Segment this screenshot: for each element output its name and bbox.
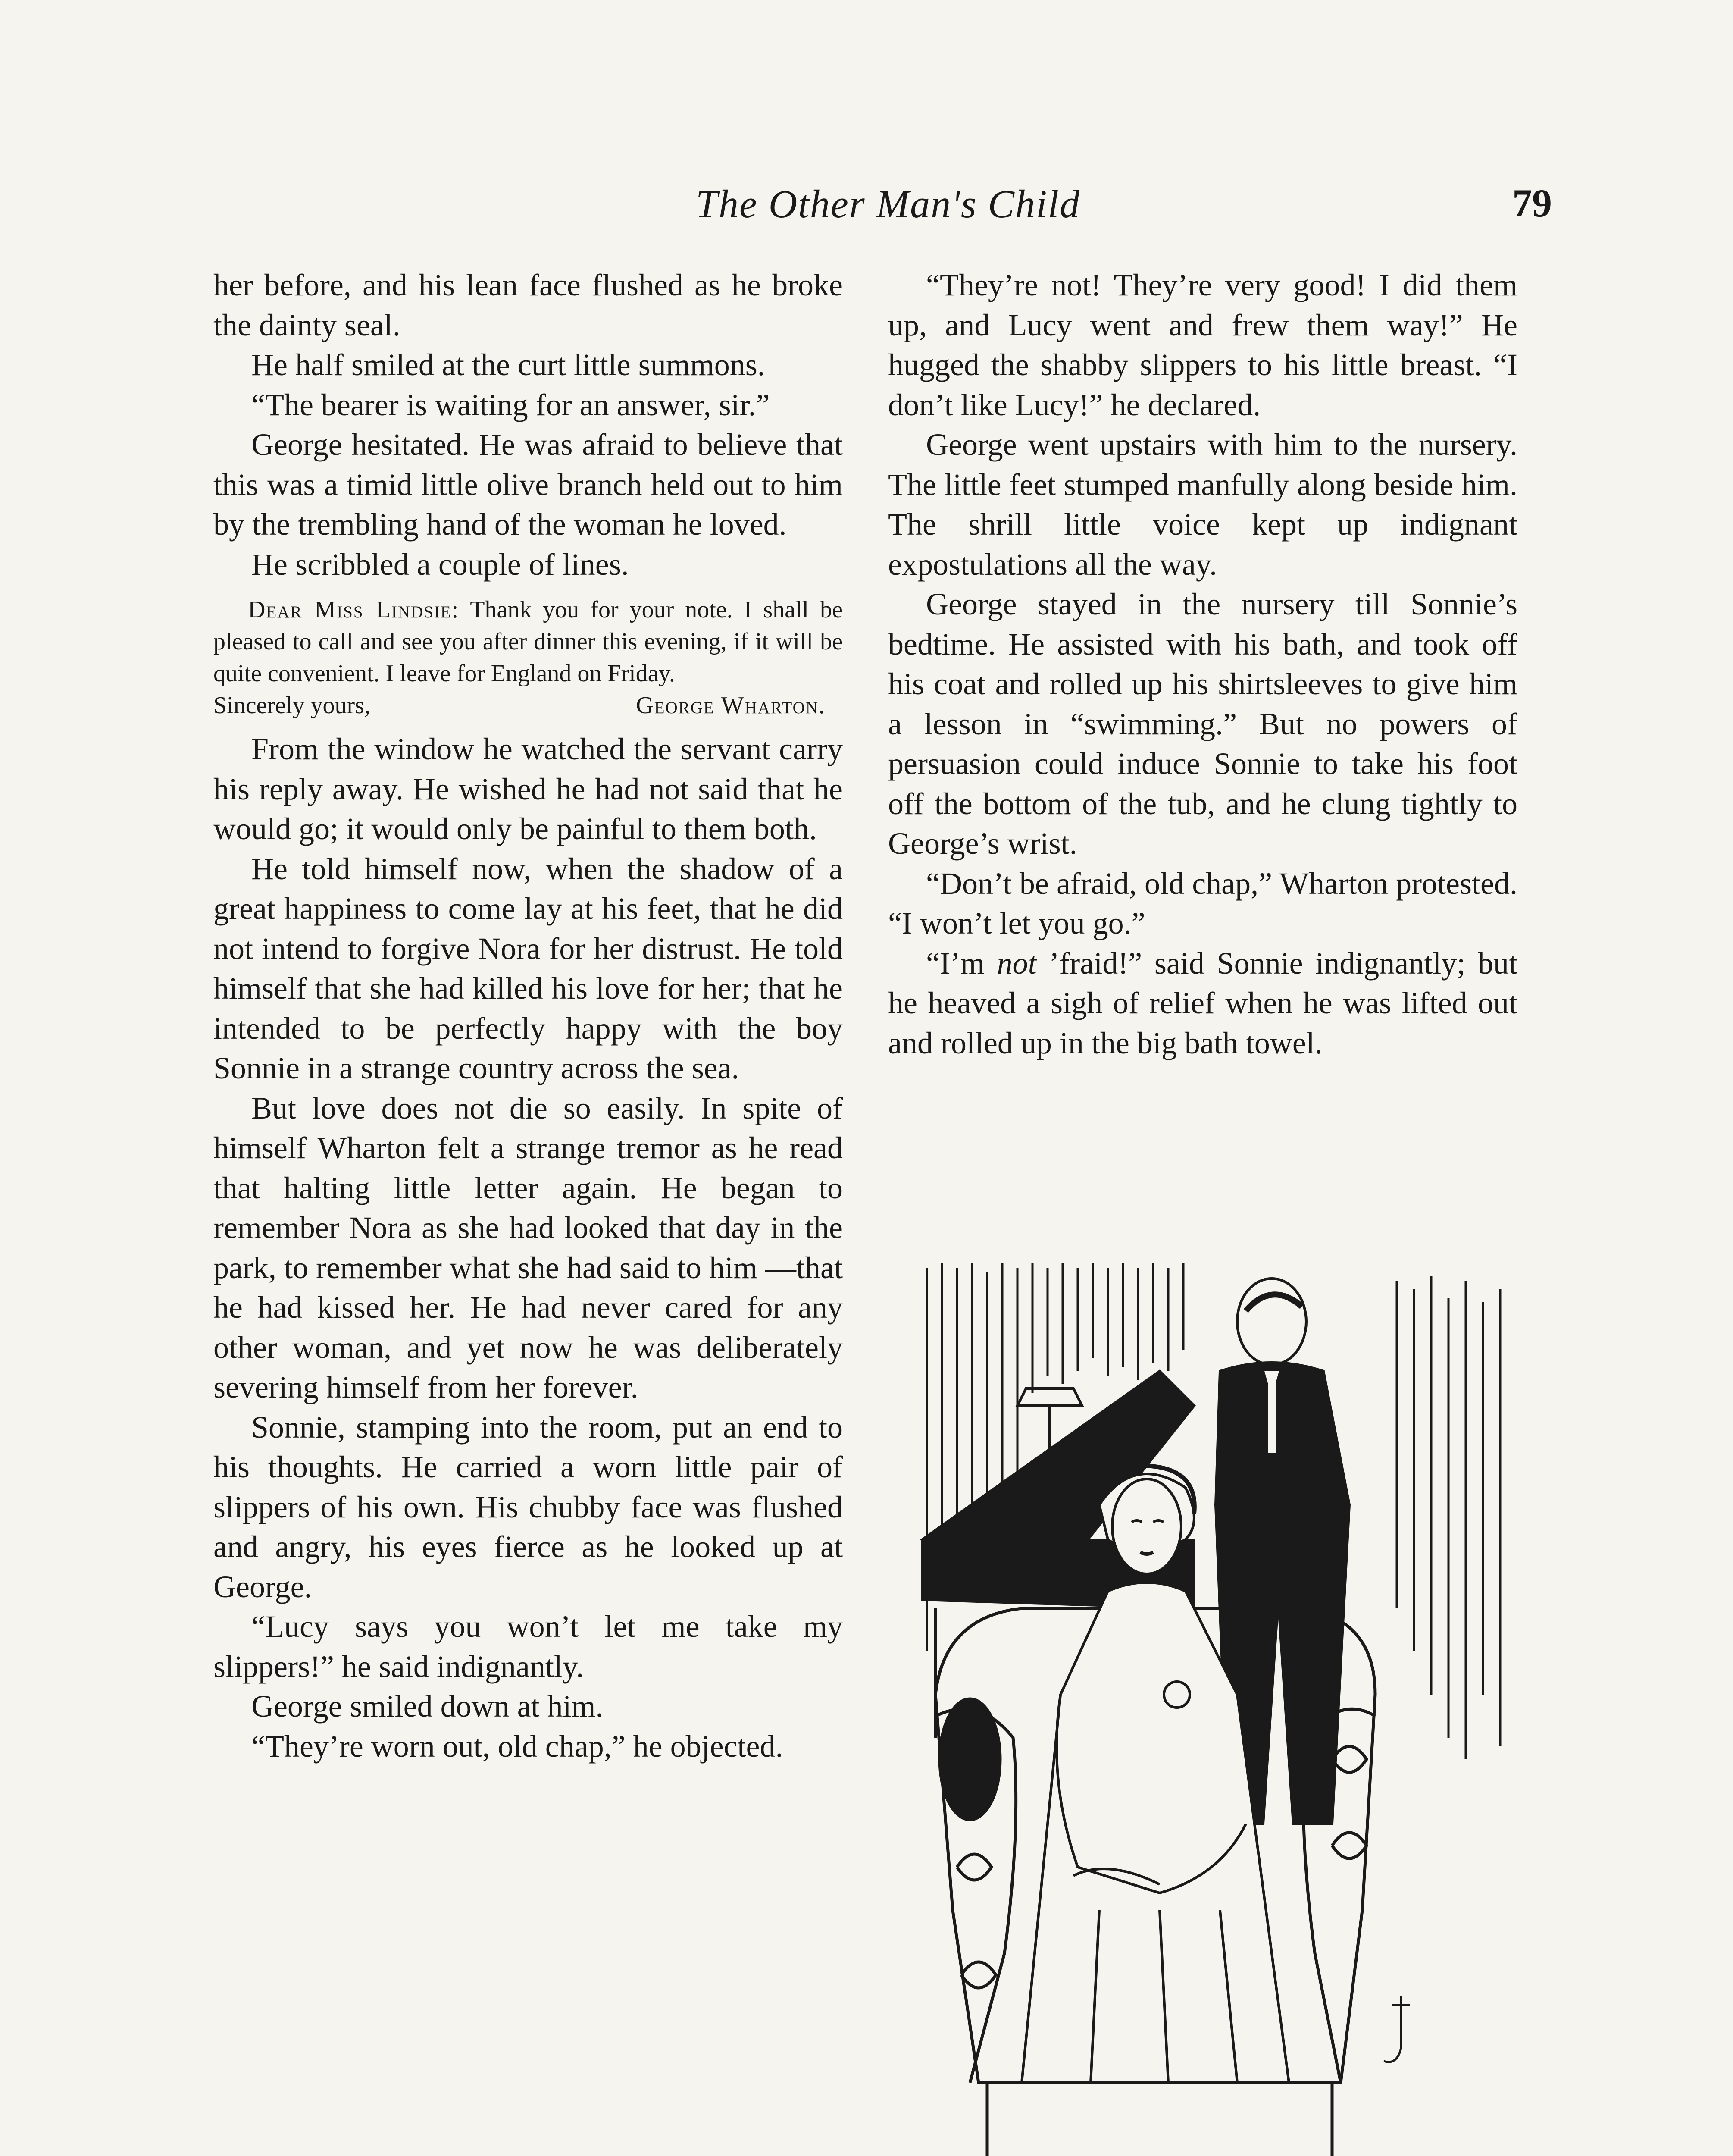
paragraph: “They’re not! They’re very good! I did them up, and Lucy went and frew them way!” He hugged the shabby slippers to his little breast. “I don’t like Lucy!” he declared. bbox=[888, 268, 1517, 422]
artist-signature-mark bbox=[1384, 1996, 1410, 2062]
running-head-title: The Other Man's Child bbox=[695, 182, 1081, 226]
left-column bbox=[213, 265, 843, 1766]
letter-reply bbox=[213, 594, 843, 721]
emphasis: not bbox=[997, 946, 1037, 981]
letter-closing: Sincerely yours, bbox=[213, 692, 370, 719]
paragraph: From the window he watched the servant carry his reply away. He wished he had not said that he would go; it would only be painful to them both. bbox=[213, 732, 843, 846]
letter-body: Thank you for your note. I shall be pleased to call and see you after dinner this evening, if it will be quite convenient. I leave for England on Friday. bbox=[213, 596, 843, 687]
paragraph: “They’re worn out, old chap,” he objected. bbox=[251, 1729, 783, 1764]
paragraph: He told himself now, when the shadow of a great happiness to come lay at his feet, that he did not intend to forgive Nora for her distrust. He told himself that she had killed his love for her; that he intended to be perfectly happy with the boy Sonnie in a strange country across the sea. bbox=[213, 851, 843, 1085]
letter-signature: George Wharton. bbox=[636, 692, 826, 719]
paragraph: George went upstairs with him to the nursery. The little feet stumped manfully along beside him. The shrill little voice kept up indignant expostulations all the way. bbox=[888, 427, 1517, 582]
letter-salutation: Dear Miss Lindsie: bbox=[248, 596, 460, 623]
paragraph: He half smiled at the curt little summons. bbox=[251, 348, 765, 382]
paragraph: “Lucy says you won’t let me take my slippers!” he said indignantly. bbox=[213, 1609, 843, 1684]
paragraph: He scribbled a couple of lines. bbox=[251, 547, 629, 582]
letter-signoff bbox=[213, 689, 843, 721]
right-column bbox=[888, 265, 1517, 1063]
paragraph: But love does not die so easily. In spite of himself Wharton felt a strange tremor as he read that halting little letter again. He began to remember Nora as she had looked that day in the park, to remember what she had said to him —that he had kissed her. He had never cared for any other woman, and yet now he was deliberately severing himself from her forever. bbox=[213, 1091, 843, 1404]
paragraph: Sonnie, stamping into the room, put an end to his thoughts. He carried a worn little pair of slippers of his own. His chubby face was flushed and angry, his eyes fierce as he looked up at George. bbox=[213, 1410, 843, 1604]
paragraph: “I’m not ’fraid!” said Sonnie indignantly; but he heaved a sigh of relief when he was lifted out and rolled up in the big bath towel. bbox=[888, 946, 1517, 1060]
paragraph: “The bearer is waiting for an answer, sir.” bbox=[251, 387, 770, 422]
paragraph: her before, and his lean face flushed as he broke the dainty seal. bbox=[213, 268, 843, 342]
paragraph: George smiled down at him. bbox=[251, 1689, 604, 1724]
page-number: 79 bbox=[1512, 181, 1552, 225]
paragraph: George stayed in the nursery till Sonnie’s bedtime. He assisted with his bath, and took off his coat and rolled up his shirtsleeves to give him a lesson in “swimming.” But no powers of persuasion could induce Sonnie to take his foot off the bottom of the tub, and he clung tightly to George’s wrist. bbox=[888, 587, 1517, 861]
illustration-drawing bbox=[918, 1263, 1517, 2156]
paragraph: George hesitated. He was afraid to believe that this was a timid little olive branch held out to him by the trembling hand of the woman he loved. bbox=[213, 427, 843, 542]
paragraph: “Don’t be afraid, old chap,” Wharton protested. “I won’t let you go.” bbox=[888, 866, 1517, 940]
